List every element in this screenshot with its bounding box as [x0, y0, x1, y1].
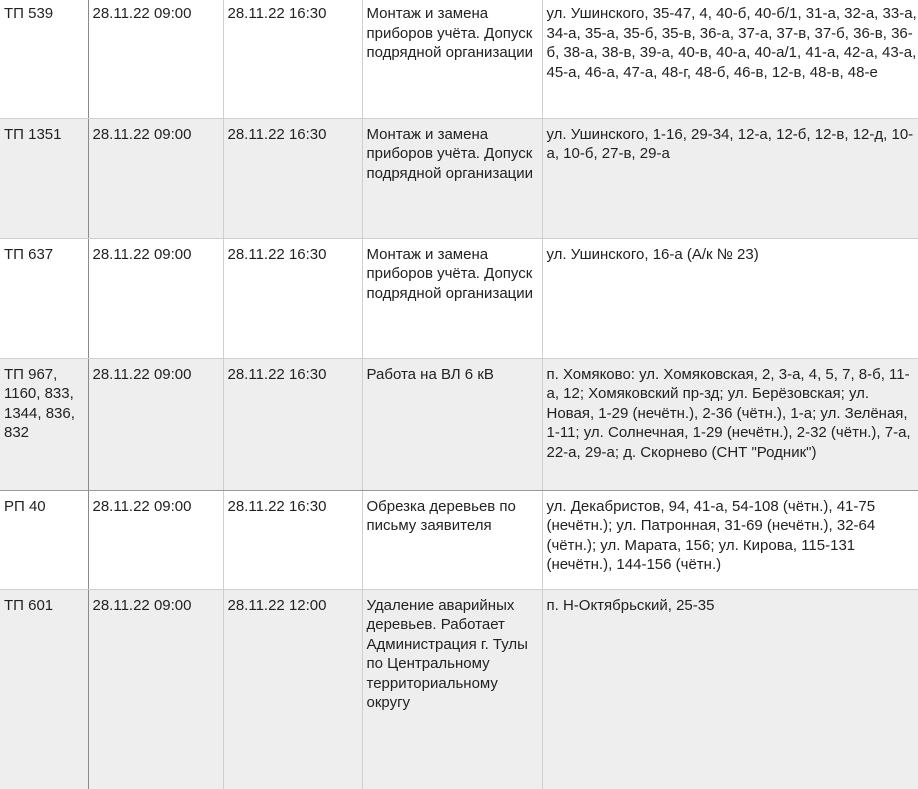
work-description-cell: Монтаж и замена приборов учёта. Допуск подрядной организации	[362, 238, 542, 358]
address-cell: п. Н-Октябрьский, 25-35	[542, 589, 918, 789]
work-description-cell: Удаление аварийных деревьев. Работает Администрация г. Тулы по Центральному территориальному округу	[362, 589, 542, 789]
start-time-cell: 28.11.22 09:00	[88, 238, 223, 358]
address-cell: ул. Ушинского, 1-16, 29-34, 12-а, 12-б, 12-в, 12-д, 10-а, 10-б, 27-в, 29-а	[542, 118, 918, 238]
table-row	[0, 490, 918, 589]
substation-cell: ТП 1351	[0, 118, 88, 238]
table-row	[0, 118, 918, 238]
end-time-cell: 28.11.22 16:30	[223, 490, 362, 589]
work-description-cell: Обрезка деревьев по письму заявителя	[362, 490, 542, 589]
substation-cell: ТП 637	[0, 238, 88, 358]
address-cell: п. Хомяково: ул. Хомяковская, 2, 3-а, 4, 5, 7, 8-б, 11-а, 12; Хомяковский пр-зд; ул. Берёзовская; ул. Новая, 1-29 (нечётн.), 2-36 (чётн.), 1-а; ул. Зелёная, 1-11; ул. Солнечная, 1-29 (нечётн.), 2-32 (чётн.), 7-а, 22-а, 29-а; д. Скорнево (СНТ "Родник")	[542, 358, 918, 490]
table-row	[0, 358, 918, 490]
table-row	[0, 238, 918, 358]
start-time-cell: 28.11.22 09:00	[88, 490, 223, 589]
address-cell: ул. Декабристов, 94, 41-а, 54-108 (чётн.), 41-75 (нечётн.); ул. Патронная, 31-69 (нечётн.), 32-64 (чётн.); ул. Марата, 156; ул. Кирова, 115-131 (нечётн.), 144-156 (чётн.)	[542, 490, 918, 589]
end-time-cell: 28.11.22 16:30	[223, 238, 362, 358]
substation-cell: ТП 539	[0, 0, 88, 118]
table-row	[0, 0, 918, 118]
table-row	[0, 589, 918, 789]
start-time-cell: 28.11.22 09:00	[88, 0, 223, 118]
address-cell: ул. Ушинского, 16-а (А/к № 23)	[542, 238, 918, 358]
end-time-cell: 28.11.22 16:30	[223, 358, 362, 490]
work-description-cell: Монтаж и замена приборов учёта. Допуск подрядной организации	[362, 0, 542, 118]
substation-cell: ТП 967, 1160, 833, 1344, 836, 832	[0, 358, 88, 490]
end-time-cell: 28.11.22 12:00	[223, 589, 362, 789]
start-time-cell: 28.11.22 09:00	[88, 589, 223, 789]
substation-cell: ТП 601	[0, 589, 88, 789]
work-description-cell: Работа на ВЛ 6 кВ	[362, 358, 542, 490]
substation-cell: РП 40	[0, 490, 88, 589]
work-description-cell: Монтаж и замена приборов учёта. Допуск подрядной организации	[362, 118, 542, 238]
start-time-cell: 28.11.22 09:00	[88, 358, 223, 490]
end-time-cell: 28.11.22 16:30	[223, 118, 362, 238]
start-time-cell: 28.11.22 09:00	[88, 118, 223, 238]
end-time-cell: 28.11.22 16:30	[223, 0, 362, 118]
address-cell: ул. Ушинского, 35-47, 4, 40-б, 40-б/1, 31-а, 32-а, 33-а, 34-а, 35-а, 35-б, 35-в, 36-а, 37-а, 37-в, 37-б, 36-в, 36-б, 38-а, 38-в, 39-а, 40-в, 40-а, 40-а/1, 41-а, 42-а, 43-а, 45-а, 46-а, 47-а, 48-г, 48-б, 46-в, 12-в, 48-в, 48-е	[542, 0, 918, 118]
